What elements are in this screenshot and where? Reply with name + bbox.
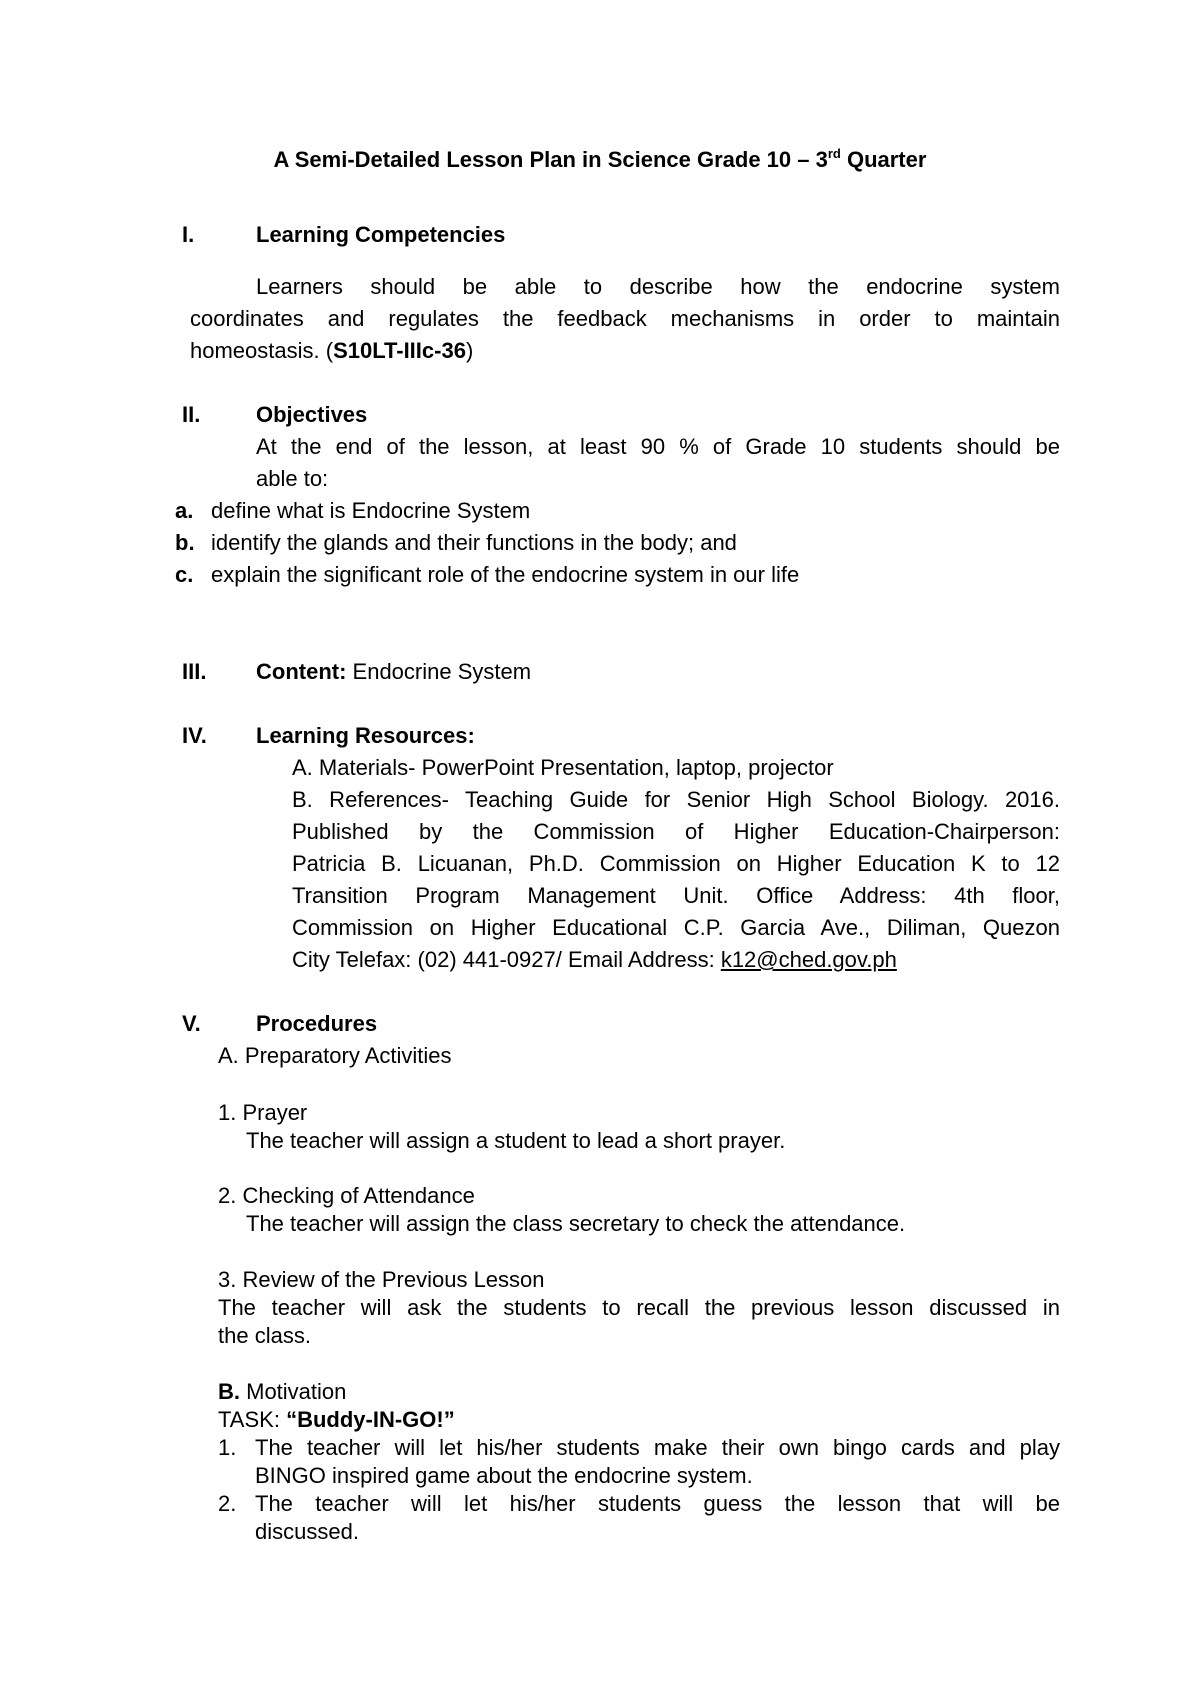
section-3-number: III. bbox=[182, 659, 207, 684]
resources-ref-line-3: Patricia B. Licuanan, Ph.D. Commission on Higher Education K to 12 bbox=[292, 851, 1060, 876]
document-title bbox=[0, 144, 1200, 176]
review-line-1: The teacher will ask the students to recall the previous lesson discussed in bbox=[218, 1295, 1060, 1320]
email-link[interactable]: k12@ched.gov.ph bbox=[720, 947, 897, 972]
title-text: A Semi-Detailed Lesson Plan in Science Grade 10 – 3 bbox=[273, 147, 828, 172]
step-2-line-2: discussed. bbox=[255, 1519, 359, 1544]
step-1-line-2: BINGO inspired game about the endocrine system. bbox=[255, 1463, 753, 1488]
section-1-number: I. bbox=[182, 222, 195, 247]
step-1-line-1: The teacher will let his/her students make their own bingo cards and play bbox=[255, 1435, 1060, 1460]
section-2-line-2: able to: bbox=[256, 466, 329, 491]
section-1-line-2: coordinates and regulates the feedback mechanisms in order to maintain bbox=[190, 306, 1060, 331]
motivation-text: Motivation bbox=[240, 1379, 347, 1404]
review-title: 3. Review of the Previous Lesson bbox=[218, 1267, 545, 1292]
competency-prefix: homeostasis. ( bbox=[190, 338, 334, 363]
motivation-label: B. bbox=[218, 1379, 240, 1404]
section-2-heading: Objectives bbox=[256, 402, 368, 427]
section-2-number: II. bbox=[182, 402, 201, 427]
step-1-number: 1. bbox=[218, 1435, 237, 1460]
competency-code: S10LT-IIIc-36 bbox=[333, 338, 466, 363]
section-2-line-1: At the end of the lesson, at least 90 % of Grade 10 students should be bbox=[256, 434, 1060, 459]
section-4-heading: Learning Resources: bbox=[256, 723, 475, 748]
resources-ref-line-6 bbox=[292, 944, 897, 976]
objective-a-label: a. bbox=[175, 498, 194, 523]
resources-ref-line-2: Published by the Commission of Higher Education-Chairperson: bbox=[292, 819, 1060, 844]
prayer-title: 1. Prayer bbox=[218, 1100, 308, 1125]
section-5-heading: Procedures bbox=[256, 1011, 378, 1036]
section-4-number: IV. bbox=[182, 723, 207, 748]
competency-suffix: ) bbox=[465, 338, 474, 363]
title-tail: Quarter bbox=[840, 147, 927, 172]
section-3-text: Endocrine System bbox=[346, 659, 532, 684]
resources-materials: A. Materials- PowerPoint Presentation, laptop, projector bbox=[292, 755, 834, 780]
objective-a-text: define what is Endocrine System bbox=[211, 498, 531, 523]
attendance-title: 2. Checking of Attendance bbox=[218, 1183, 475, 1208]
section-3-content bbox=[256, 656, 531, 688]
task-prefix: TASK: bbox=[218, 1407, 287, 1432]
prayer-text: The teacher will assign a student to lead a short prayer. bbox=[246, 1128, 786, 1153]
resources-ref-prefix: City Telefax: (02) 441-0927/ Email Address: bbox=[292, 947, 721, 972]
objective-c-label: c. bbox=[175, 562, 194, 587]
preparatory-activities: A. Preparatory Activities bbox=[218, 1043, 452, 1068]
objective-b-label: b. bbox=[175, 530, 195, 555]
attendance-text: The teacher will assign the class secretary to check the attendance. bbox=[246, 1211, 906, 1236]
section-1-line-1: Learners should be able to describe how the endocrine system bbox=[256, 274, 1060, 299]
review-line-2: the class. bbox=[218, 1323, 311, 1348]
step-2-line-1: The teacher will let his/her students guess the lesson that will be bbox=[255, 1491, 1060, 1516]
section-3-heading: Content: bbox=[256, 659, 347, 684]
section-1-line-3 bbox=[190, 335, 473, 367]
objective-c-text: explain the significant role of the endocrine system in our life bbox=[211, 562, 800, 587]
task-name: “Buddy-IN-GO!” bbox=[286, 1407, 455, 1432]
section-5-number: V. bbox=[182, 1011, 201, 1036]
resources-ref-line-1: B. References- Teaching Guide for Senior High School Biology. 2016. bbox=[292, 787, 1060, 812]
section-1-heading: Learning Competencies bbox=[256, 222, 506, 247]
objective-b-text: identify the glands and their functions in the body; and bbox=[211, 530, 737, 555]
resources-ref-line-4: Transition Program Management Unit. Office Address: 4th floor, bbox=[292, 883, 1060, 908]
title-superscript: rd bbox=[827, 146, 841, 161]
step-2-number: 2. bbox=[218, 1491, 237, 1516]
resources-ref-line-5: Commission on Higher Educational C.P. Garcia Ave., Diliman, Quezon bbox=[292, 915, 1060, 940]
